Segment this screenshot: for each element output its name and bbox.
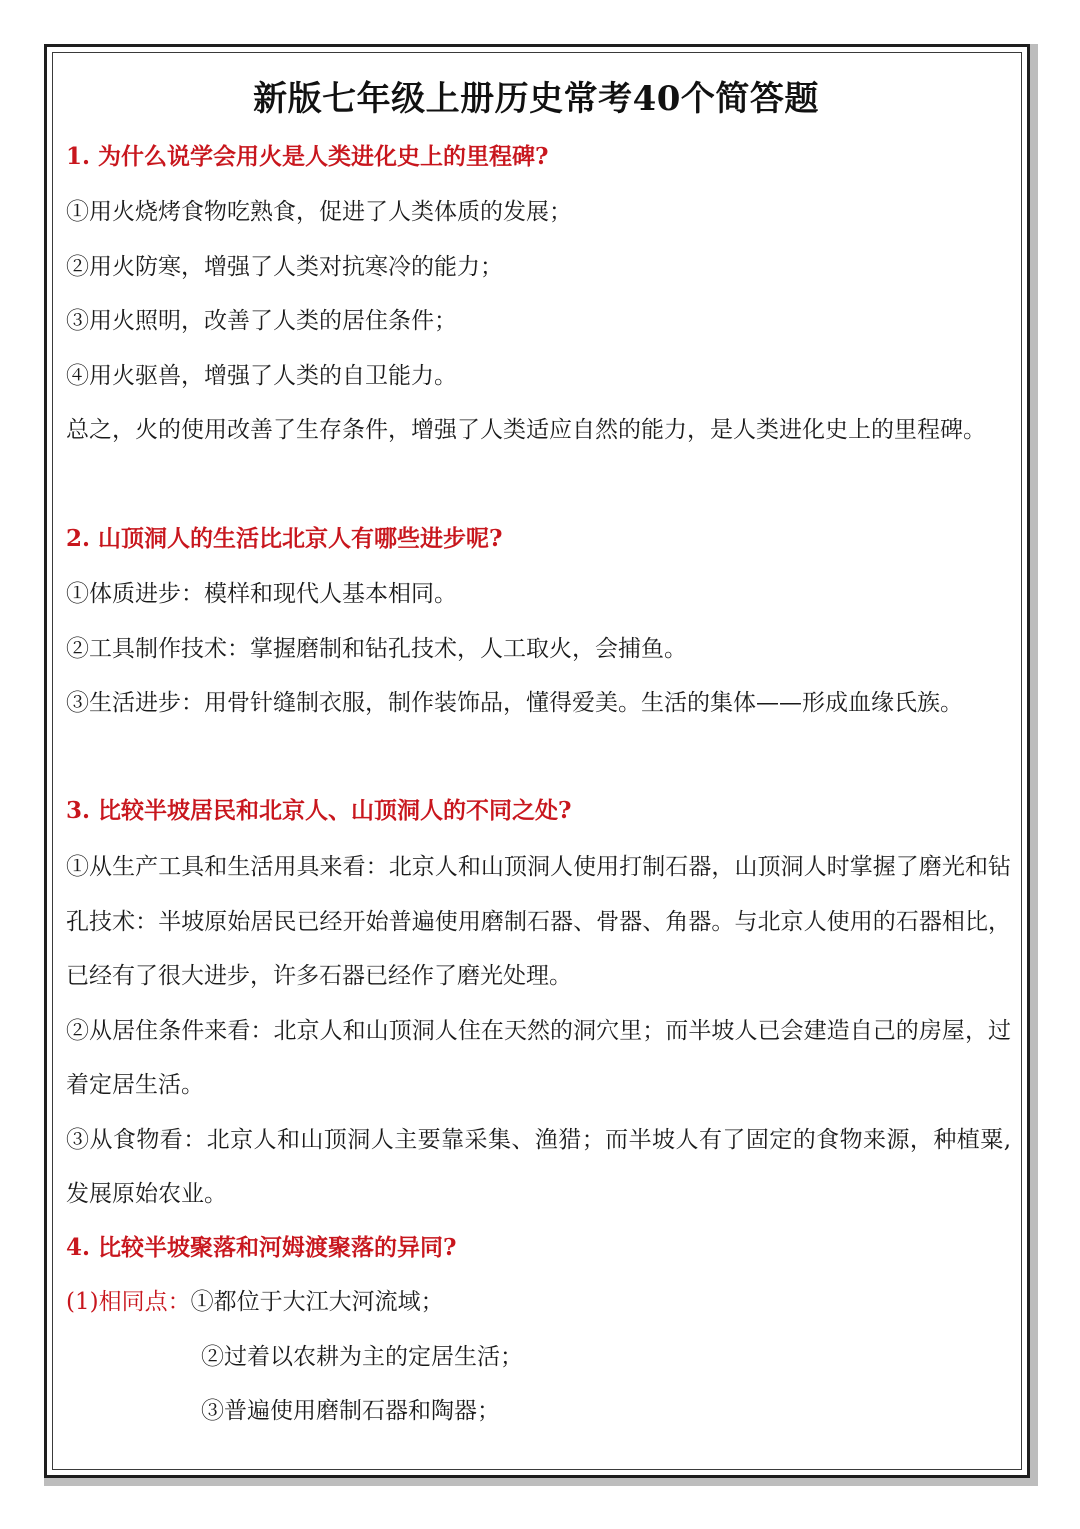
- answer-2-block: [66, 567, 1011, 731]
- question-1-block: [66, 135, 1011, 179]
- answer-3-line-1: ①从生产工具和生活用具来看：北京人和山顶洞人使用打制石器，山顶洞人时掌握了磨光和钻孔技术：半坡原始居民已经开始普遍使用磨制石器、骨器、角器。与北京人使用的石器相比，已经有了很大进步，许多石器已经作了磨光处理。: [66, 854, 1011, 989]
- question-4-block: [66, 1226, 1011, 1270]
- answer-4-line-2: ②过着以农耕为主的定居生活；: [201, 1343, 523, 1370]
- answer-1-summary: 总之，火的使用改善了生存条件，增强了人类适应自然的能力，是人类进化史上的里程碑。: [66, 417, 986, 443]
- answer-2-line-2: ②工具制作技术：掌握磨制和钻孔技术，人工取火，会捕鱼。: [66, 635, 687, 662]
- answer-3-block: [66, 840, 1011, 1222]
- question-2-block: [66, 517, 1011, 561]
- answer-1-line-1: ①用火烧烤食物吃熟食，促进了人类体质的发展；: [66, 199, 572, 225]
- answer-1-block: [66, 185, 1011, 458]
- answer-3-line-2: ②从居住条件来看：北京人和山顶洞人住在天然的洞穴里；而半坡人已会建造自己的房屋，过着定居生活。: [66, 1017, 1011, 1098]
- answer-1-line-4: ④用火驱兽，增强了人类的自卫能力。: [66, 362, 457, 389]
- answer-4-line-3: ③普遍使用磨制石器和陶器；: [201, 1398, 500, 1424]
- question-1-heading: 1. 为什么说学会用火是人类进化史上的里程碑?: [66, 143, 549, 170]
- similarity-label: (1)相同点：: [66, 1289, 191, 1315]
- answer-4-block: [66, 1275, 1011, 1439]
- question-2-heading: 2. 山顶洞人的生活比北京人有哪些进步呢?: [66, 525, 503, 552]
- answer-1-line-2: ②用火防寒，增强了人类对抗寒冷的能力；: [66, 253, 503, 280]
- question-4-heading: 4. 比较半坡聚落和河姆渡聚落的异同?: [66, 1234, 457, 1261]
- question-3-block: [66, 789, 1011, 833]
- answer-4-point-1: ①都位于大江大河流域；: [190, 1289, 444, 1315]
- answer-1-line-3: ③用火照明，改善了人类的居住条件；: [66, 308, 457, 334]
- answer-4-line-1: [66, 1275, 1011, 1330]
- answer-2-line-1: ①体质进步：模样和现代人基本相同。: [66, 581, 457, 607]
- answer-2-line-3: ③生活进步：用骨针缝制衣服，制作装饰品，懂得爱美。生活的集体——形成血缘氏族。: [66, 690, 963, 716]
- page-title: 新版七年级上册历史常考40个简答题: [253, 79, 819, 119]
- answer-3-line-3: ③从食物看：北京人和山顶洞人主要靠采集、渔猎；而半坡人有了固定的食物来源，种植粟,发展原始农业。: [66, 1126, 1011, 1207]
- question-3-heading: 3. 比较半坡居民和北京人、山顶洞人的不同之处?: [66, 797, 572, 824]
